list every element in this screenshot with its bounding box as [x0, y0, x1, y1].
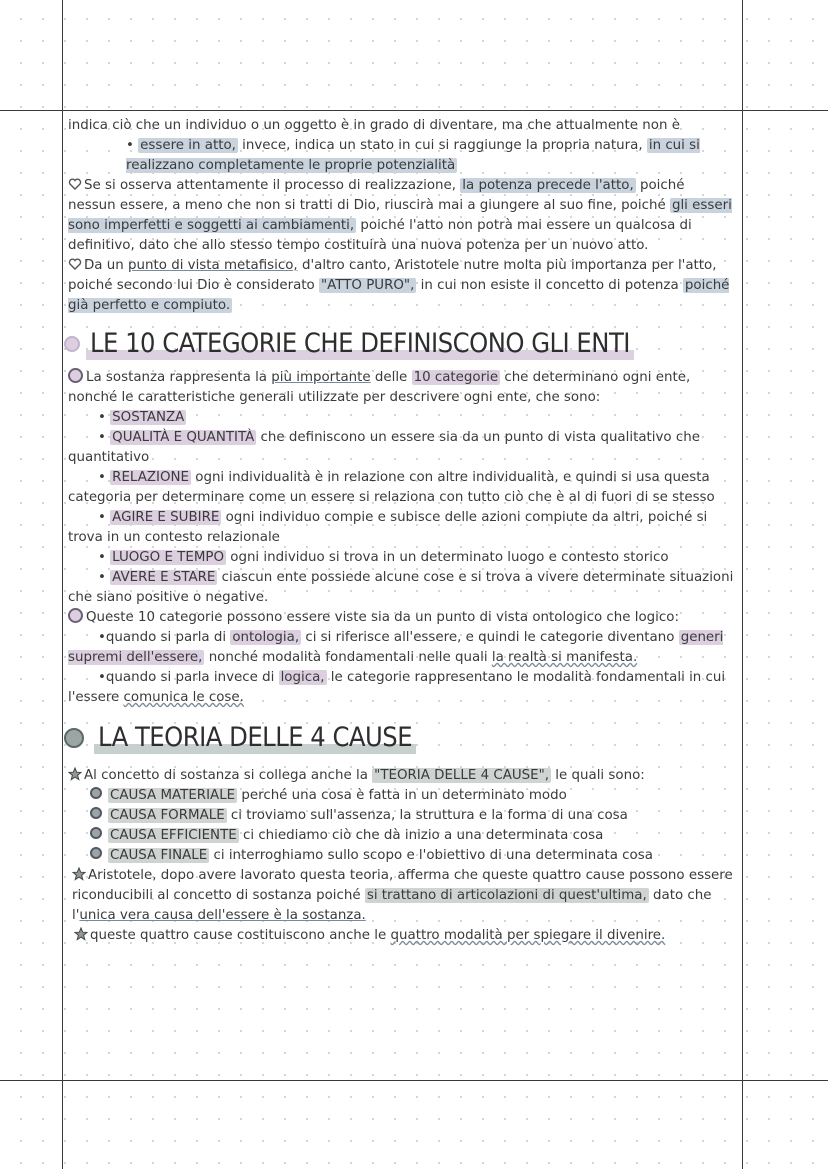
text: ci interroghiamo sullo scopo e l'obiettivo di una determinata cosa	[209, 848, 653, 863]
text: poiché nessun essere, a meno che non si tratti di Dio, riuscirà mai a giungere al suo fine, poiché	[68, 178, 685, 213]
circle-bullet-icon	[64, 728, 84, 748]
text: ogni individuo compie e subisce delle azioni compiute da altri, poiché si trova in un contesto relazionale	[68, 510, 708, 545]
text: Al concetto di sostanza si collega anche la	[84, 768, 373, 783]
cause-item	[68, 826, 736, 846]
highlight: "TEORIA DELLE 4 CAUSE",	[374, 768, 550, 783]
paragraph-ontologico	[68, 608, 736, 628]
category-item: • AGIRE E SUBIRE ogni individuo compie e subisce delle azioni compiute da altri, poiché si trova in un contesto relazionale	[68, 510, 708, 545]
highlight: si trattano di articolazioni di quest'ultima,	[366, 888, 647, 903]
category-item: • RELAZIONE ogni individualità è in relazione con altre individualità, e quindi si usa questa categoria per determinare come un essere si relaziona con tutto ciò che è al di fuori di se stesso	[68, 470, 715, 505]
text: Da un	[84, 258, 129, 273]
highlight: ontologia,	[232, 630, 300, 645]
highlight: CAUSA FINALE	[110, 848, 208, 863]
text: le categorie rappresentano le modalità fondamentali in cui l'essere	[68, 670, 726, 705]
highlight: RELAZIONE	[112, 470, 189, 485]
right-margin-line	[742, 0, 743, 1169]
text: le quali sono:	[551, 768, 645, 783]
category-item: • QUALITÀ E QUANTITÀ che definiscono un essere sia da un punto di vista qualitativo che quantitativo	[68, 430, 700, 465]
paragraph-riconducibili	[68, 866, 736, 926]
text: perché una cosa è fatta in un determinato modo	[237, 788, 567, 803]
highlight: AVERE E STARE	[112, 570, 216, 585]
highlight: essere in atto,	[140, 138, 236, 153]
bottom-margin-line	[0, 1080, 828, 1081]
highlight: CAUSA FORMALE	[110, 808, 225, 823]
circle-bullet-icon	[90, 807, 102, 819]
heart-icon	[68, 257, 82, 271]
text: ogni individualità è in relazione con altre individualità, e quindi si usa questa categoria per determinare come un essere si relaziona con tutto ciò che è al di fuori di se stesso	[68, 470, 715, 505]
text: nonché modalità fondamentali nelle quali	[204, 650, 492, 665]
underlined: comunica le cose.	[123, 690, 244, 705]
circle-bullet-icon	[68, 368, 83, 383]
text: indica ciò che un individuo o un oggetto è in grado di diventare, ma che attualmente non è	[68, 118, 680, 133]
circle-bullet-icon	[90, 787, 102, 799]
star-icon	[74, 927, 88, 941]
text: La sostanza rappresenta la	[86, 370, 272, 385]
top-margin-line	[0, 110, 828, 111]
text: delle	[370, 370, 412, 385]
text: dato che l'	[72, 888, 712, 923]
heading-text: LA TEORIA DELLE 4 CAUSE	[94, 720, 416, 756]
highlight: 10 categorie	[413, 370, 499, 385]
highlight: la potenza precede l'atto,	[462, 178, 634, 193]
highlight: generi supremi dell'essere,	[68, 630, 724, 665]
highlight: LUOGO E TEMPO	[112, 550, 224, 565]
circle-bullet-icon	[90, 847, 102, 859]
circle-bullet-icon	[64, 336, 80, 352]
cause-item	[68, 846, 736, 866]
heart-icon	[68, 177, 82, 191]
underlined: quattro modalità per spiegare il divenire.	[390, 928, 666, 943]
highlight: "ATTO PURO",	[321, 278, 415, 293]
highlight: logica,	[280, 670, 325, 685]
paragraph-cause-intro	[68, 766, 736, 786]
text: queste quattro cause costituiscono anche le	[90, 928, 391, 943]
underlined: punto di vista metafisico,	[128, 258, 298, 273]
paragraph-metafisico	[68, 256, 736, 316]
highlight: in cui si realizzano completamente le proprie potenzialità	[126, 138, 700, 173]
star-icon	[68, 767, 82, 781]
text: Se si osserva attentamente il processo di realizzazione,	[84, 178, 456, 193]
cause-item	[68, 786, 736, 806]
highlight: gli esseri sono imperfetti e soggetti ai cambiamenti,	[68, 198, 732, 233]
category-item: • SOSTANZA	[98, 410, 185, 425]
star-icon	[72, 867, 86, 881]
text: Aristotele, dopo avere lavorato questa teoria, afferma che queste quattro cause possono essere riconducibili al concetto di sostanza poiché	[72, 868, 733, 903]
underlined: più importante	[271, 370, 371, 385]
left-margin-line	[62, 0, 63, 1169]
text: ci chiediamo ciò che dà inizio a una determinata cosa	[238, 828, 604, 843]
paragraph-ontologia	[68, 628, 736, 668]
heading-cause	[64, 720, 736, 756]
text: in cui non esiste il concetto di potenza	[416, 278, 683, 293]
text: Queste 10 categorie possono essere viste sia da un punto di vista ontologico che logico:	[86, 610, 679, 625]
text: d'altro canto, Aristotele nutre molta più importanza per l'atto, poiché secondo lui Dio è considerato	[68, 258, 717, 293]
underlined: unica vera causa dell'essere è la sostanza.	[79, 908, 366, 923]
paragraph-atto: • essere in atto, invece, indica un stato in cui si raggiunge la propria natura, in cui si realizzano completamente le proprie potenzialità	[126, 138, 700, 173]
text: poiché l'atto non potrà mai essere un qualcosa di definitivo, dato che allo stesso tempo costituirà una nuova potenza per un nuovo atto.	[68, 218, 692, 253]
text: ci troviamo sull'assenza, la struttura e la forma di una cosa	[226, 808, 628, 823]
text: •quando si parla di	[98, 630, 231, 645]
circle-bullet-icon	[68, 608, 83, 623]
highlight: poiché già perfetto e compiuto.	[68, 278, 730, 313]
paragraph-potenza	[68, 116, 736, 136]
highlight: CAUSA EFFICIENTE	[110, 828, 237, 843]
paragraph-sostanza	[68, 368, 736, 408]
heading-text: LE 10 CATEGORIE CHE DEFINISCONO GLI ENTI	[86, 326, 634, 362]
text: ogni individuo si trova in un determinato luogo e contesto storico	[226, 550, 669, 565]
highlight: CAUSA MATERIALE	[110, 788, 236, 803]
category-item: • LUOGO E TEMPO ogni individuo si trova in un determinato luogo e contesto storico	[98, 550, 669, 565]
paragraph-realizzazione	[68, 176, 736, 256]
highlight: AGIRE E SUBIRE	[112, 510, 220, 525]
text: •quando si parla invece di	[98, 670, 279, 685]
text: che definiscono un essere sia da un punto di vista qualitativo che quantitativo	[68, 430, 700, 465]
highlight: SOSTANZA	[112, 410, 185, 425]
text: ci si riferisce all'essere, e quindi le categorie diventano	[301, 630, 679, 645]
notes-content	[68, 116, 736, 946]
text: ciascun ente possiede alcune cose e si trova a vivere determinate situazioni che siano positive o negative.	[68, 570, 734, 605]
underlined: la realtà si manifesta.	[491, 650, 638, 665]
highlight: QUALITÀ E QUANTITÀ	[112, 430, 255, 445]
category-item: • AVERE E STARE ciascun ente possiede alcune cose e si trova a vivere determinate situazioni che siano positive o negative.	[68, 570, 734, 605]
paragraph-logica	[68, 668, 736, 708]
heading-categorie	[64, 326, 736, 362]
cause-item	[68, 806, 736, 826]
text: che determinano ogni ente, nonché le caratteristiche generali utilizzate per descrivere ogni ente, che sono:	[68, 370, 691, 405]
text: invece, indica un stato in cui si raggiunge la propria natura,	[237, 138, 643, 153]
paragraph-divenire	[68, 926, 736, 946]
circle-bullet-icon	[90, 827, 102, 839]
